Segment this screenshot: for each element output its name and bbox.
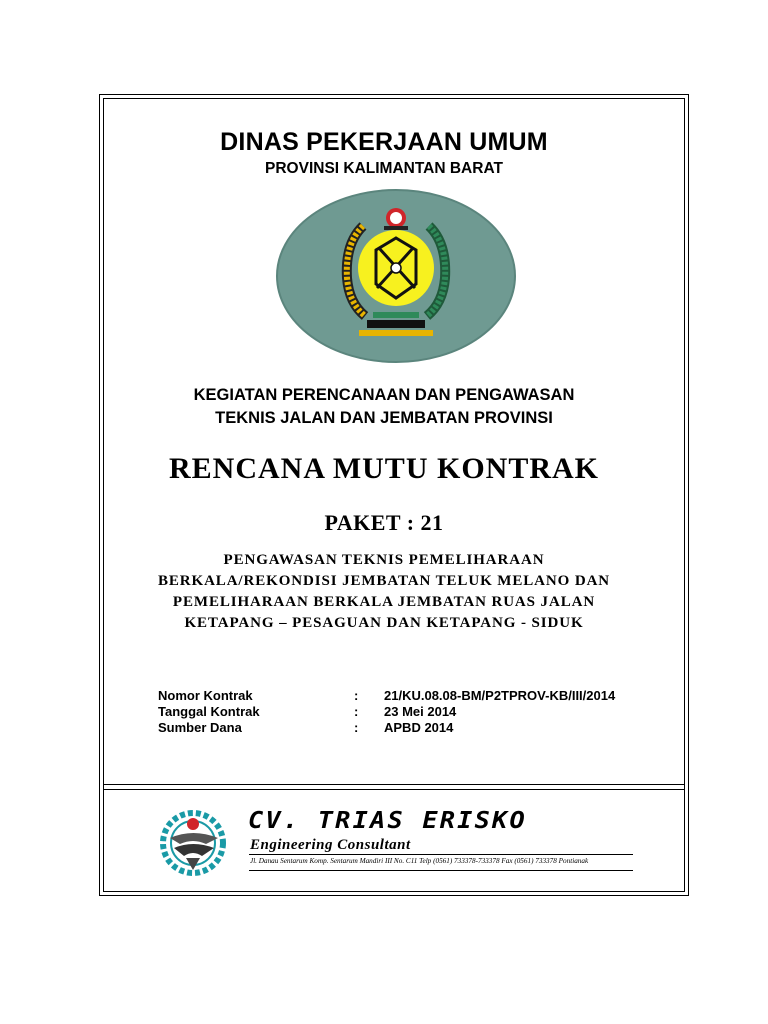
- consultant-subtitle: Engineering Consultant: [250, 837, 411, 853]
- document-title: RENCANA MUTU KONTRAK: [168, 452, 599, 485]
- contract-separator: :: [354, 688, 359, 703]
- contract-value: 23 Mei 2014: [384, 704, 457, 719]
- activity-line-1: KEGIATAN PERENCANAAN DAN PENGAWASAN: [193, 386, 575, 404]
- province-subtitle: PROVINSI KALIMANTAN BARAT: [265, 160, 503, 177]
- contract-row: [158, 688, 678, 704]
- address-rule: [249, 854, 633, 855]
- contract-separator: :: [354, 720, 359, 735]
- organization-title: DINAS PEKERJAAN UMUM: [220, 128, 548, 156]
- contract-value: 21/KU.08.08-BM/P2TPROV-KB/III/2014: [384, 688, 616, 703]
- gear-globe-logo-icon: [156, 808, 230, 878]
- provincial-coat-of-arms-icon: [275, 188, 517, 364]
- contract-label: Sumber Dana: [158, 720, 242, 735]
- description-line: PEMELIHARAAN BERKALA JEMBATAN RUAS JALAN: [172, 594, 596, 610]
- activity-line-2: TEKNIS JALAN DAN JEMBATAN PROVINSI: [215, 409, 553, 427]
- description-line: BERKALA/REKONDISI JEMBATAN TELUK MELANO DAN: [157, 573, 611, 589]
- package-number: PAKET : 21: [324, 510, 444, 535]
- consultant-address: Jl. Danau Sentarum Komp. Sentarum Mandiri III No. C11 Telp (0561) 733378-733378 Fax (0561) 733378 Pontianak: [250, 857, 589, 865]
- footer-divider: [103, 789, 685, 790]
- address-rule: [249, 870, 633, 871]
- package-description: [0, 550, 768, 634]
- contract-row: [158, 720, 678, 736]
- contract-label: Tanggal Kontrak: [158, 704, 260, 719]
- contract-info: [158, 688, 678, 736]
- footer-divider: [103, 784, 685, 785]
- contract-label: Nomor Kontrak: [158, 688, 253, 703]
- description-line: KETAPANG – PESAGUAN DAN KETAPANG - SIDUK: [184, 615, 584, 631]
- contract-value: APBD 2014: [384, 720, 454, 735]
- contract-separator: :: [354, 704, 359, 719]
- description-line: PENGAWASAN TEKNIS PEMELIHARAAN: [223, 552, 545, 568]
- contract-row: [158, 704, 678, 720]
- consultant-name: CV. TRIAS ERISKO: [248, 808, 527, 834]
